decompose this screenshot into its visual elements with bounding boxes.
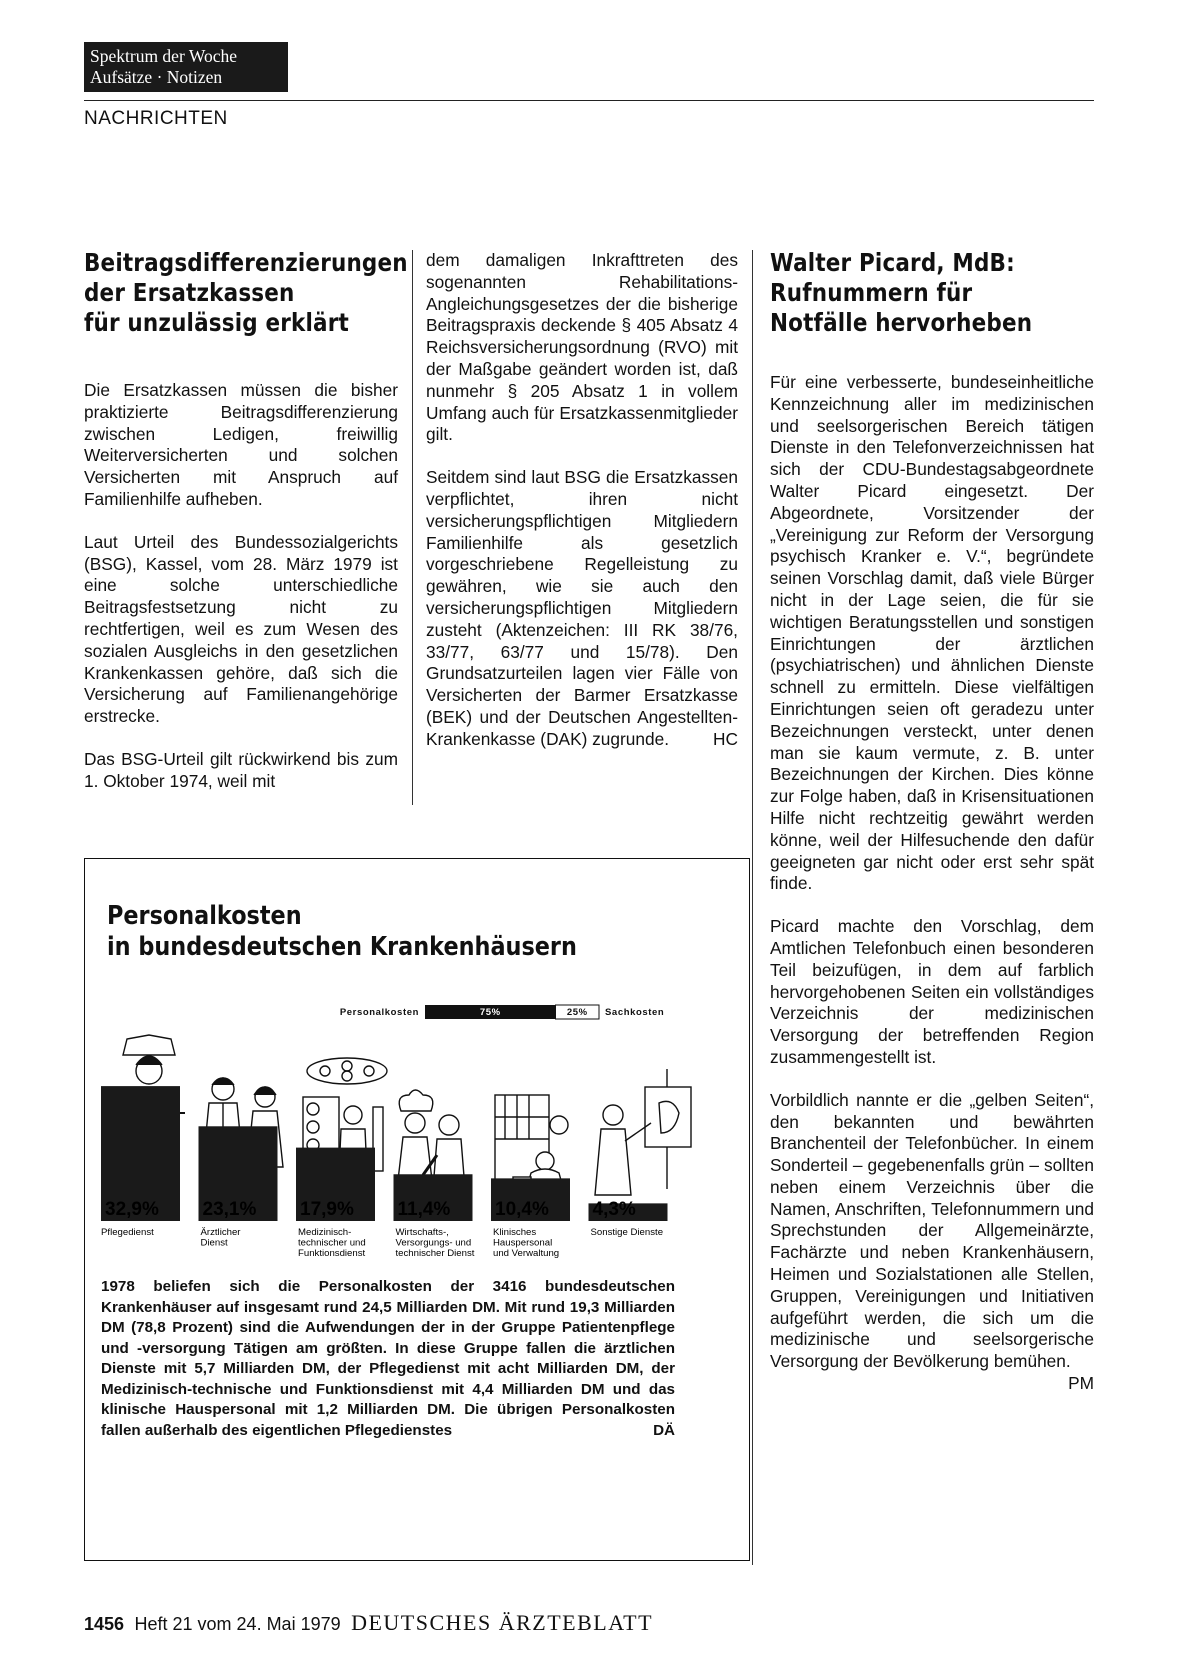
headline-line: Beitragsdifferenzierungen [84,248,408,277]
page-number: 1456 [84,1614,125,1634]
bar-value-label: 23,1% [202,1199,257,1220]
author-signature: PM [1068,1373,1094,1394]
infobox [84,858,750,1561]
header-line-1: Spektrum der Woche [90,46,237,66]
paragraph: Picard machte den Vorschlag, dem Amtlichen Telefonbuch einen besonderen Teil beizufügen, in dem auf farblich hervorgehobenen Seiten ein vollständiges Verzeichnis der medizinischen Versorgung der betreffenden Region zusammengestellt ist. [770,916,1094,1067]
author-signature: HC [713,728,738,749]
section-label: NACHRICHTEN [84,108,228,129]
bar-category-label: Medizinisch- [298,1227,352,1238]
paragraph: Das BSG-Urteil gilt rückwirkend bis zum 1. Oktober 1974, weil mit [84,748,398,791]
bar-category-label: und Verwaltung [493,1248,560,1259]
bar-value-label: 11,4% [397,1199,451,1220]
bar-value-label: 32,9% [105,1199,159,1220]
header-rule [84,100,1094,101]
legend-left-label: Personalkosten [339,1007,419,1018]
bar-value-label: 10,4% [495,1199,549,1220]
legend-right-label: Sachkosten [605,1007,665,1018]
paragraph [770,1089,1094,1394]
kitchen-worker-figure [397,1090,465,1189]
personnel-cost-chart [85,859,748,1559]
page-footer [84,1610,653,1636]
headline-line: Rufnummern für [770,278,973,307]
cost-split-legend [340,1005,664,1019]
title-line: in bundesdeutschen Krankenhäusern [107,932,577,962]
article1-column-1 [84,380,398,793]
paragraph: Die Ersatzkassen müssen die bisher praktizierte Beitragsdifferenzierung zwischen Ledigen, freiwillig Weiterversicherten und solchen Versicherten mit Anspruch auf Familienhilfe aufheben. [84,380,398,509]
bar-category-label: Pflegedienst [101,1227,154,1238]
lecturer-figure [595,1069,691,1195]
paragraph [426,467,738,750]
bar-category-label: Hauspersonal [493,1237,553,1249]
column-rule [412,250,413,805]
bar-category-label: Sonstige Dienste [590,1227,664,1238]
headline-line: für unzulässig erklärt [84,308,349,337]
journal-name: DEUTSCHES ÄRZTEBLATT [351,1610,654,1635]
article2-column [770,372,1094,1395]
headline-line: der Ersatzkassen [84,278,295,307]
caption-signature: DÄ [653,1421,675,1439]
issue-info: Heft 21 vom 24. Mai 1979 [134,1614,341,1634]
caption-text: 1978 beliefen sich die Personalkosten der 3416 bundesdeutschen Krankenhäuser auf insgesamt rund 24,5 Milliarden DM. Mit rund 19,3 Milliarden DM (78,8 Prozent) sind die Aufwendungen der in der Gruppe Patientenpflege und -versorgung Tätigen am größten. In diese Gruppe fallen die ärztlichen Dienste mit 5,7 Milliarden DM, der Pflegedienst mit acht Milliarden DM, der Medizinisch-technische und Funktionsdienst mit 4,4 Milliarden DM und das klinische Hauspersonal mit 1,2 Milliarden DM. Die übrigen Personalkosten fallen außerhalb des eigentlichen Pflegedienstes [101,1278,675,1439]
paragraph-text: Vorbildlich nannte er die „gelben Seiten“, den bekannten und bewährten Branchenteil der Telefonbücher. In einem Sonderteil – gegebenenfalls grün – sollten neben einem Verzeichnis über die Namen, Anschriften, Telefonnummern und Sprechstunden der Allgemeinärzte, Fachärzte und neben Krankenhäusern, Heimen und Sozialstationen alle Stellen, Gruppen, Vereinigungen und Initiativen aufgeführt werden, die sich um die medizinische und seelsorgerische Versorgung der Bevölkerung bemühen. [770,1089,1094,1372]
article2-headline [770,248,1032,338]
bar-category-label: Versorgungs- und [395,1237,472,1249]
headline-line: Walter Picard, MdB: [770,248,1015,277]
bar-category-label: Wirtschafts-, [395,1227,449,1238]
bar-value-label: 17,9% [300,1199,354,1220]
header-line-2: Aufsätze · Notizen [90,67,223,87]
title-line: Personalkosten [107,901,302,931]
column-rule [752,250,753,1565]
article1-column-2 [426,250,738,751]
paragraph-text: Seitdem sind laut BSG die Ersatzkassen verpflichtet, ihren nicht versicherungspflichtigen Mitgliedern Familienhilfe als gesetzlich vorgeschriebene Regelleistung zu gewähren, wie sie auch den versicherungspflichtigen Mitgliedern zusteht (Aktenzeichen: III RK 38/76, 33/77, 63/77 und 15/78). Den Grundsatzurteilen lagen vier Fälle von Versicherten der Barmer Ersatzkasse (BEK) und der Deutschen Angestellten-Krankenkasse (DAK) zugrunde. [426,467,738,749]
legend-right-value: 25% [566,1007,588,1018]
infobox-caption [101,1277,675,1441]
bar-category-label: Dienst [200,1237,228,1249]
bar-category-label: technischer und [298,1237,366,1249]
headline-line: Notfälle hervorheben [770,308,1033,337]
article1-headline [84,248,408,338]
bar-category-label: Funktionsdienst [298,1248,366,1259]
chart-bars [101,1086,668,1259]
legend-left-value: 75% [479,1007,501,1018]
paragraph: dem damaligen Inkrafttreten des sogenannten Rehabilitations-Angleichungsgesetzes der die bisherige Beitragspraxis deckende § 405 Absatz 4 Reichsversicherungsordnung (RVO) mit der Maßgabe geändert worden ist, daß nunmehr § 205 Absatz 1 in vollem Umfang auch für Ersatzkassenmitglieder gilt. [426,250,738,445]
bar-category-label: Ärztlicher [200,1227,241,1238]
paragraph: Laut Urteil des Bundessozialgerichts (BSG), Kassel, vom 28. März 1979 ist eine solche unterschiedliche Beitragsfestsetzung nicht zu rechtfertigen, weil es zum Wesen des sozialen Ausgleichs in den gesetzlichen Krankenkassen gehöre, daß sich die Versicherung auf Familienangehörige erstrecke. [84,531,398,727]
bar-category-label: technischer Dienst [395,1248,475,1259]
bar-value-label: 4,3% [592,1199,636,1220]
paragraph: Für eine verbesserte, bundeseinheitliche Kennzeichnung aller im medizinischen und seelsorgerischen Bereich tätigen Dienste in den Telefonverzeichnissen hat sich der CDU-Bundestagsabgeordnete Walter Picard eingesetzt. Der Abgeordnete, Vorsitzender der „Vereinigung zur Reform der Versorgung psychisch Kranker e. V.“, begründete seinen Vorschlag damit, daß viele Bürger nicht in der Lage seien, die für sie wichtigen Beratungsstellen und sonstigen Einrichtungen der ärztlichen (psychiatrischen) und ähnlichen Dienste schnell zu ermitteln. Diese vielfältigen Einrichtungen seien oft geradezu unter Bezeichnungen versteckt, unter denen man sie kaum vermute, z. B. unter Bezeichnungen der Kirchen. Dies könne zur Folge haben, daß in Krisensituationen Hilfe nicht rechtzeitig gewährt werden könne, weil der Hilfesuchende den dafür geeigneten gar nicht oder erst sehr spät finde. [770,372,1094,894]
bar-category-label: Klinisches [493,1227,537,1238]
section-header-box [84,42,288,92]
